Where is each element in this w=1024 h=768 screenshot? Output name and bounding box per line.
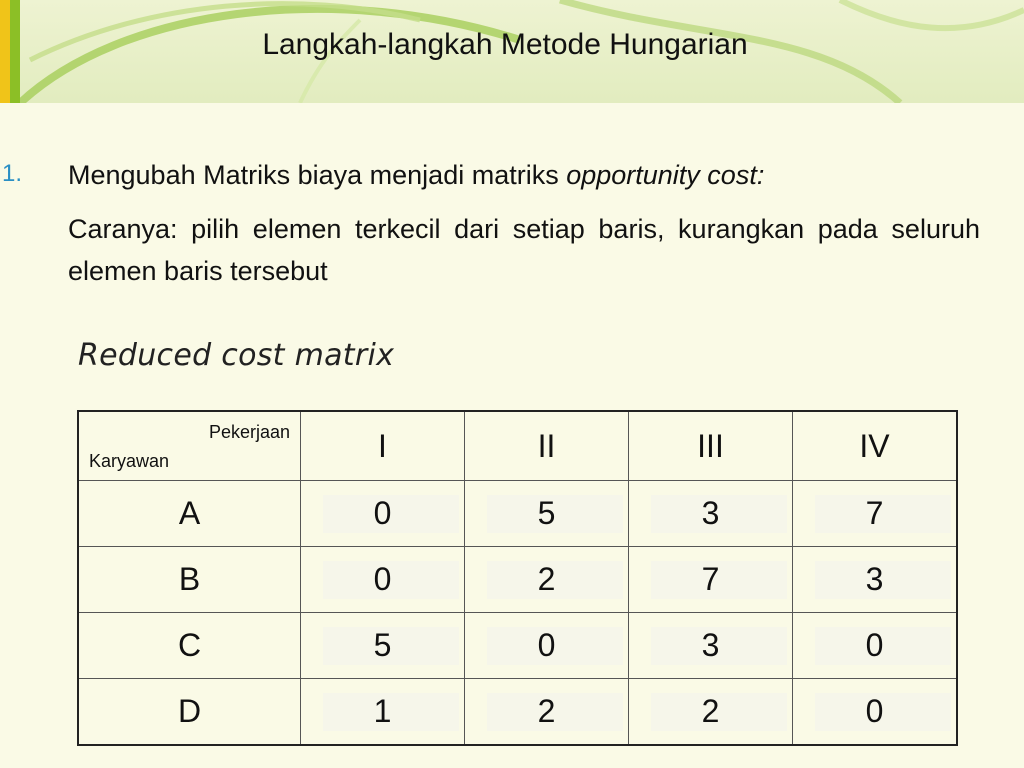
cell-value: 2	[537, 693, 556, 729]
table-cell	[629, 679, 793, 746]
table-cell	[629, 481, 793, 547]
column-header: I	[301, 411, 465, 481]
cell-value: 3	[865, 561, 884, 597]
table-row	[78, 481, 957, 547]
table-row	[78, 547, 957, 613]
cell-value: 0	[865, 627, 884, 663]
table-cell	[301, 679, 465, 746]
step-detail: Caranya: pilih elemen terkecil dari setiap baris, kurangkan pada seluruh elemen baris tersebut	[68, 214, 980, 286]
table-cell	[793, 547, 958, 613]
row-label: C	[78, 613, 301, 679]
table-header-row	[78, 411, 957, 481]
row-label: D	[78, 679, 301, 746]
table-cell	[793, 679, 958, 746]
cell-value: 5	[373, 627, 392, 663]
table-cell	[465, 547, 629, 613]
column-header: II	[465, 411, 629, 481]
cell-value: 0	[373, 561, 392, 597]
table-cell	[301, 481, 465, 547]
table-cell	[465, 481, 629, 547]
table-subtitle: Reduced cost matrix	[78, 338, 395, 373]
row-label: B	[78, 547, 301, 613]
table-cell	[301, 613, 465, 679]
cell-value: 0	[865, 693, 884, 729]
cell-value: 2	[701, 693, 720, 729]
cell-value: 3	[701, 495, 720, 531]
table-cell	[301, 547, 465, 613]
table-cell	[629, 547, 793, 613]
table-cell	[793, 613, 958, 679]
row-label: A	[78, 481, 301, 547]
step-number: 1.	[2, 160, 23, 187]
cell-value: 1	[373, 693, 392, 729]
reduced-cost-matrix	[77, 410, 958, 746]
cell-value: 2	[537, 561, 556, 597]
corner-cell	[78, 411, 301, 481]
page-title: Langkah-langkah Metode Hungarian	[262, 28, 748, 61]
corner-label-employee: Karyawan	[89, 451, 170, 471]
corner-label-job: Pekerjaan	[208, 422, 290, 442]
table-cell	[629, 613, 793, 679]
cell-value: 7	[865, 495, 884, 531]
column-header: III	[629, 411, 793, 481]
cell-value: 0	[373, 495, 392, 531]
table-cell	[793, 481, 958, 547]
cell-value: 5	[537, 495, 556, 531]
cell-value: 0	[537, 627, 556, 663]
step-text-italic: opportunity cost:	[566, 160, 765, 190]
step-text-main: Mengubah Matriks biaya menjadi matriks	[68, 160, 567, 190]
cell-value: 3	[701, 627, 720, 663]
column-header: IV	[793, 411, 958, 481]
cell-value: 7	[701, 561, 720, 597]
step-text	[68, 160, 764, 191]
table-cell	[465, 679, 629, 746]
table-row	[78, 679, 957, 746]
table-cell	[465, 613, 629, 679]
table-row	[78, 613, 957, 679]
